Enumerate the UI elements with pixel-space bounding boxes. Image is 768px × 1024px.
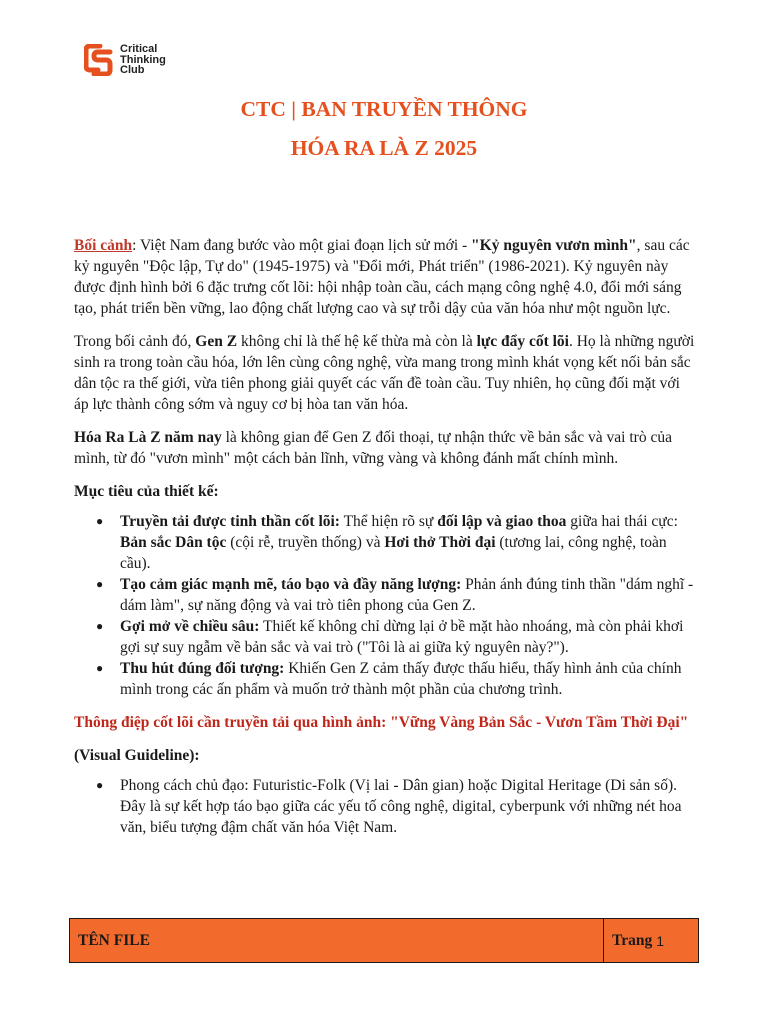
goal-title: Gợi mở về chiều sâu: — [120, 618, 260, 635]
file-name-cell — [70, 919, 604, 962]
visual-list — [74, 775, 696, 838]
goal-text: giữa hai thái cực: — [566, 513, 678, 530]
page-footer — [69, 918, 699, 963]
document-title-line-2: HÓA RA LÀ Z 2025 — [290, 136, 478, 160]
goals-list — [74, 511, 696, 700]
logo-line-2: Thinking — [120, 53, 166, 66]
goal-emphasis: đối lập và giao thoa — [437, 513, 567, 530]
list-item — [74, 616, 696, 658]
goal-title: Tạo cảm giác mạnh mẽ, táo bạo và đầy năng lượng: — [120, 576, 462, 593]
document-title-line-1: CTC | BAN TRUYỀN THÔNG — [240, 97, 528, 121]
goal-text: Thiết kế không chỉ dừng lại ở bề mặt hào nhoáng, mà còn phải khơi gợi sự suy ngẫm về bản sắc và vai trò ("Tôi là ai giữa kỷ nguyên này?"). — [120, 618, 684, 656]
page-number-cell — [604, 919, 698, 962]
logo-line-3: Club — [120, 64, 145, 77]
context-label: Bối cảnh — [74, 237, 133, 254]
context-paragraph — [74, 235, 696, 319]
logo-line-1: Critical — [120, 43, 158, 56]
goal-text: (tương lai, công nghệ, toàn cầu). — [120, 534, 667, 572]
goal-text: Phản ánh đúng tinh thần "dám nghĩ - dám làm", sự năng động và vai trò tiên phong của Gen Z. — [120, 576, 694, 614]
goals-heading — [74, 481, 696, 502]
context-text: : Việt Nam đang bước vào một giai đoạn lịch sử mới - — [132, 237, 472, 254]
context-emphasis: "Kỷ nguyên vươn mình" — [471, 237, 637, 254]
club-logo — [84, 44, 166, 76]
goal-text: Thể hiện rõ sự — [339, 513, 438, 530]
file-name-label: TÊN FILE — [78, 931, 150, 949]
goal-title: Truyền tải được tinh thần cốt lõi: — [120, 513, 340, 530]
genz-emphasis: Gen Z — [195, 333, 238, 350]
program-paragraph — [74, 427, 696, 469]
list-item — [74, 511, 696, 574]
goal-text: Khiến Gen Z cảm thấy được thấu hiểu, thấy hình ảnh của chính mình trong các ấn phẩm và muốn trở thành một phần của chương trình. — [120, 660, 682, 698]
list-item: ● Phong cách chủ đạo: Futuristic-Folk (Vị lai - Dân gian) hoặc Digital Heritage (Di sản số). Đây là sự kết hợp táo bạo giữa các yếu tố công nghệ, digital, cyberpunk với những nét hoa văn, biểu tượng đậm chất văn hóa Việt Nam. — [74, 775, 696, 838]
genz-text-3: . Họ là những người sinh ra trong toàn cầu hóa, lớn lên cùng công nghệ, vừa mang trong mình khát vọng kết nối bản sắc dân tộc ra thế giới, vừa tiên phong giải quyết các vấn đề toàn cầu. Tuy nhiên, họ cũng đối mặt với áp lực thành công sớm và nguy cơ bị hòa tan văn hóa. — [74, 333, 695, 413]
goal-emphasis: Hơi thở Thời đại — [384, 534, 496, 551]
visual-guideline-heading — [74, 745, 696, 766]
visual-heading-text: (Visual Guideline): — [74, 747, 200, 764]
list-item — [74, 658, 696, 700]
genz-text-2: không chỉ là thế hệ kế thừa mà còn là — [237, 333, 477, 350]
goal-text: (cội rễ, truyền thống) và — [226, 534, 385, 551]
goal-title: Thu hút đúng đối tượng: — [120, 660, 285, 677]
context-text-2: , sau các kỷ nguyên "Độc lập, Tự do" (1945-1975) và "Đổi mới, Phát triển" (1986-2021). Kỷ nguyên này được định hình bởi 6 đặc trưng cốt lõi: hội nhập toàn cầu, cách mạng công nghệ 4.0, đổi mới sáng tạo, phát triển bền vững, lao động chất lượng cao và sự trỗi dậy của văn hóa như một nguồn lực. — [74, 237, 690, 317]
document-body — [74, 235, 696, 850]
ctc-logo-icon — [84, 44, 116, 76]
list-item — [74, 574, 696, 616]
logo-text — [120, 44, 166, 76]
genz-paragraph — [74, 331, 696, 415]
goals-heading-text: Mục tiêu của thiết kế: — [74, 483, 219, 500]
program-emphasis: Hóa Ra Là Z năm nay — [74, 429, 222, 446]
program-text: là không gian để Gen Z đối thoại, tự nhận thức về bản sắc và vai trò của mình, từ đó "vươn mình" một cách bản lĩnh, vững vàng và không đánh mất chính mình. — [74, 429, 672, 467]
genz-text: Trong bối cảnh đó, — [74, 333, 196, 350]
core-message-heading: Thông điệp cốt lõi cần truyền tải qua hình ảnh: "Vững Vàng Bản Sắc - Vươn Tầm Thời Đại" — [74, 714, 689, 731]
genz-emphasis-2: lực đẩy cốt lõi — [476, 333, 569, 350]
page-label: Trang — [612, 931, 653, 949]
page-number: 1 — [656, 932, 664, 949]
goal-emphasis: Bản sắc Dân tộc — [120, 534, 227, 551]
